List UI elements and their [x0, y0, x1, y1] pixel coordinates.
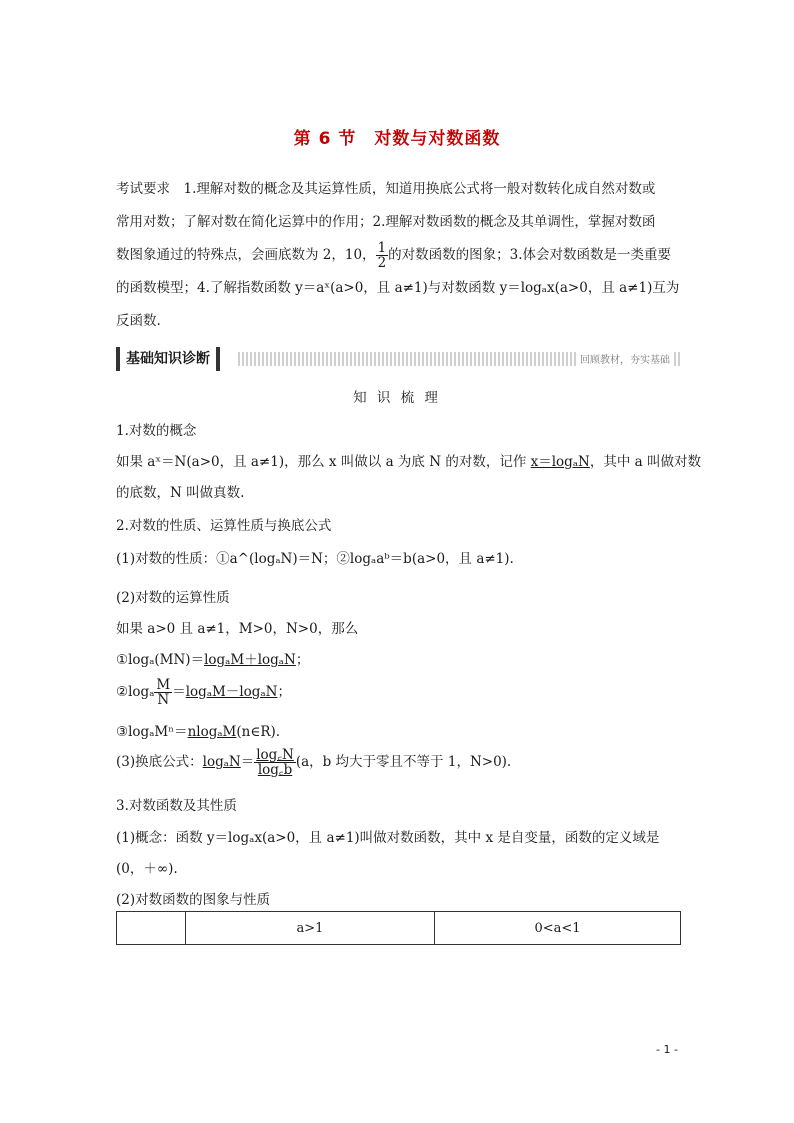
table-header-row: [117, 912, 681, 945]
requirements-line-2: 常用对数；了解对数在简化运算中的作用；2.理解对数函数的概念及其单调性，掌握对数函: [116, 214, 656, 230]
banner-right-text: 回顾教材，夯实基础: [576, 351, 674, 366]
s2-op3: ③logₐMⁿ＝nlogₐM(n∈R).: [116, 724, 281, 740]
s3-concept-line-2: (0，＋∞).: [116, 861, 178, 877]
s2-op2: ②logₐ $\frac{M}{N}$ ＝logₐM－logₐN；: [116, 677, 291, 708]
log-notation: x＝logₐN: [530, 454, 590, 470]
s1-heading: 1.对数的概念: [116, 423, 197, 439]
exam-requirements: [116, 173, 682, 338]
s2-op1: ①logₐ(MN)＝logₐM＋logₐN；: [116, 652, 310, 668]
s2-change-of-base: (3)换底公式：logₐN＝ $\frac{\log꜀N}{\log꜀b}$ (a，b 均大于零且不等于 1，N>0).: [116, 747, 512, 778]
s2-heading: 2.对数的性质、运算性质与换底公式: [116, 518, 332, 534]
page-number: - 1 -: [656, 1043, 678, 1056]
requirements-line-5: 反函数.: [116, 313, 161, 329]
s1-definition-line-2: 的底数，N 叫做真数.: [116, 485, 245, 501]
page-title: 第 6 节 对数与对数函数: [293, 129, 501, 149]
section-title: 知 识 梳 理: [353, 390, 441, 406]
table-header-cell: 0<a<1: [435, 912, 681, 945]
s2-ops-condition: 如果 a>0 且 a≠1，M>0，N>0，那么: [116, 621, 359, 637]
banner-label: 基础知识诊断: [116, 347, 220, 371]
s3-heading: 3.对数函数及其性质: [116, 798, 237, 814]
requirements-line-1: 考试要求 1.理解对数的概念及其运算性质，知道用换底公式将一般对数转化成自然对数或: [116, 181, 656, 197]
s2-property: (1)对数的性质：①a^(logₐN)＝N；②logₐaᵇ＝b(a>0，且 a≠1).: [116, 551, 514, 567]
s2-ops-heading: (2)对数的运算性质: [116, 590, 230, 606]
log-function-table: [116, 911, 681, 945]
section-banner: [116, 347, 680, 371]
fraction-one-half: $\frac{1}{2}$: [377, 240, 387, 271]
s3-graph-heading: (2)对数函数的图象与性质: [116, 892, 271, 908]
requirements-label: 考试要求: [116, 181, 170, 197]
requirements-line-4: 的函数模型；4.了解指数函数 y＝aˣ(a>0，且 a≠1)与对数函数 y＝logₐx(a>0，且 a≠1)互为: [116, 280, 680, 296]
table-header-cell: a>1: [186, 912, 435, 945]
fraction-m-over-n: $\frac{M}{N}$: [156, 677, 171, 708]
table-header-cell: [117, 912, 186, 945]
requirements-line-3: 数图象通过的特殊点，会画底数为 2，10， $\frac{1}{2}$ 的对数函数的图象；3.体会对数函数是一类重要: [116, 240, 672, 271]
s1-definition-line-1: 如果 aˣ＝N(a>0，且 a≠1)，那么 x 叫做以 a 为底 N 的对数，记作 x＝logₐN，其中 a 叫做对数: [116, 454, 701, 470]
s3-concept-line-1: (1)概念：函数 y＝logₐx(a>0，且 a≠1)叫做对数函数，其中 x 是自变量，函数的定义域是: [116, 830, 660, 846]
fraction-change-of-base: $\frac{\log꜀N}{\log꜀b}$: [256, 747, 294, 778]
